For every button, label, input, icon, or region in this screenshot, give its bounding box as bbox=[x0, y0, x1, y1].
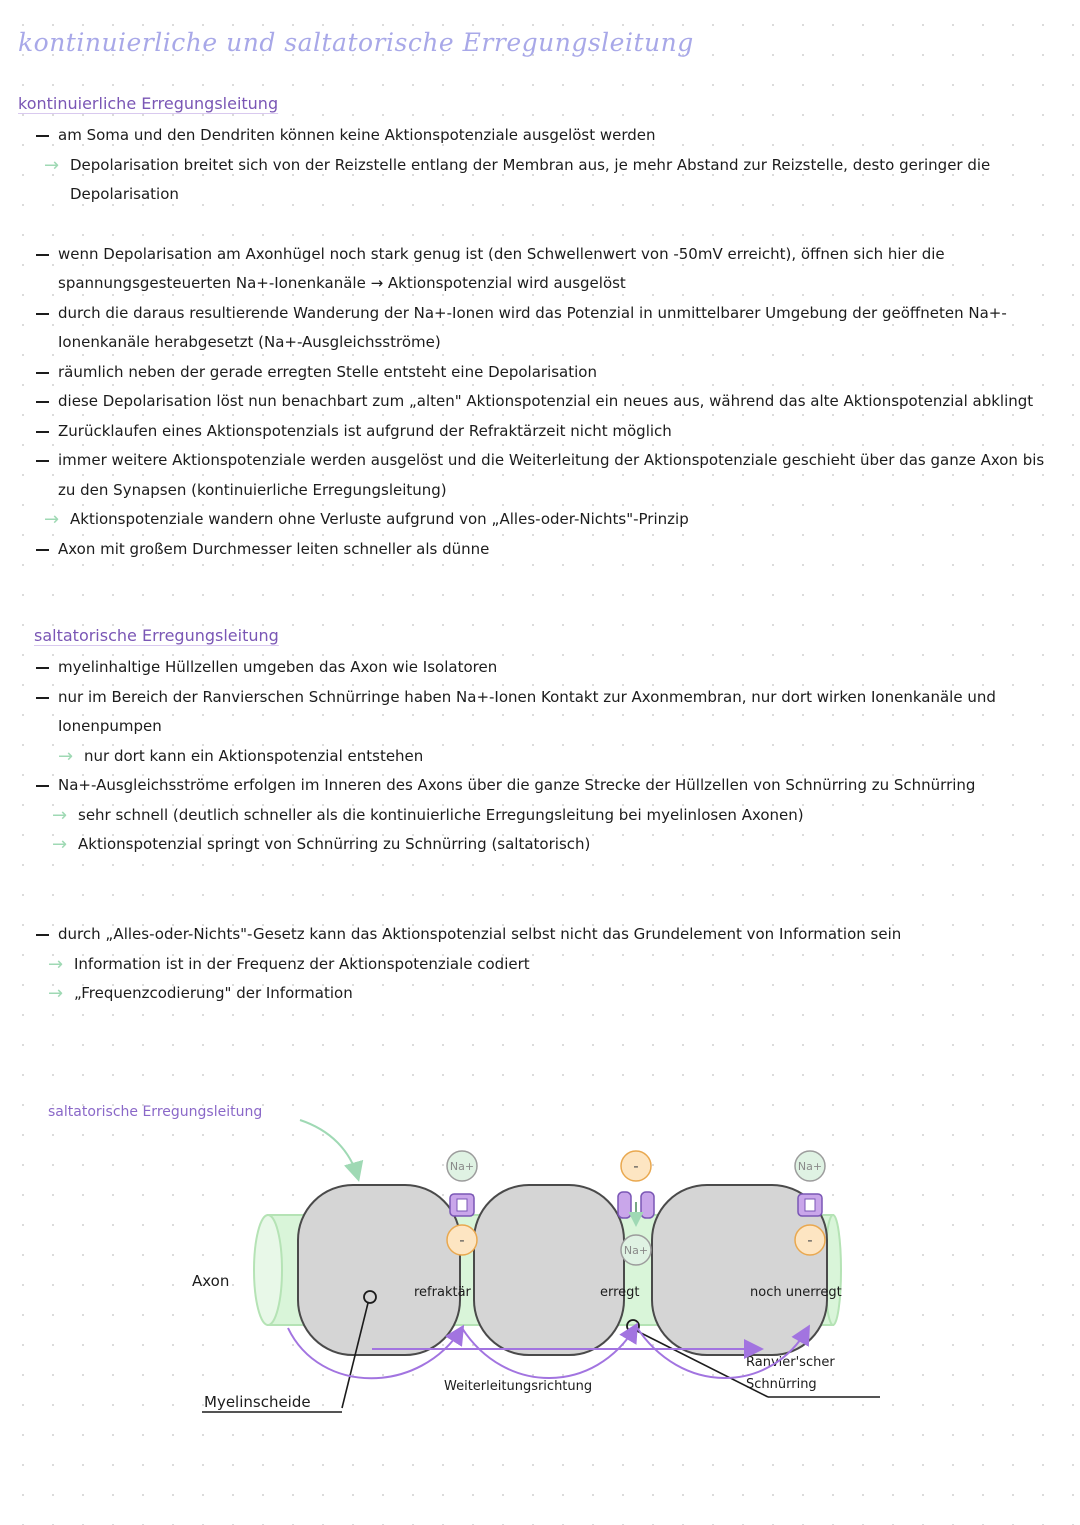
list-item: durch „Alles-oder-Nichts"-Gesetz kann das Aktionspotenzial selbst nicht das Grundelement von Information sein bbox=[36, 920, 1056, 950]
label-axon: Axon bbox=[192, 1272, 230, 1290]
myelin-segment bbox=[474, 1185, 624, 1355]
label-myelinscheide: Myelinscheide bbox=[204, 1393, 311, 1411]
list-item: Axon mit großem Durchmesser leiten schneller als dünne bbox=[36, 535, 1056, 565]
list-information bbox=[36, 920, 1056, 1009]
list-item: Na+-Ausgleichsströme erfolgen im Inneren des Axons über die ganze Strecke der Hüllzellen von Schnürring zu Schnürring bbox=[36, 771, 1056, 801]
na-ion-label: Na+ bbox=[449, 1160, 475, 1173]
channel-gate-icon bbox=[805, 1199, 815, 1211]
list-item: myelinhaltige Hüllzellen umgeben das Axon wie Isolatoren bbox=[36, 653, 1056, 683]
list-item: Zurücklaufen eines Aktionspotenzials ist aufgrund der Refraktärzeit nicht möglich bbox=[36, 417, 1056, 447]
ion-channel-open-left-icon bbox=[618, 1192, 631, 1218]
list-item: → nur dort kann ein Aktionspotenzial entstehen bbox=[50, 742, 1056, 772]
list-item: diese Depolarisation löst nun benachbart zum „alten" Aktionspotenzial ein neues aus, während das alte Aktionspotenzial abklingt bbox=[36, 387, 1056, 417]
list-item: nur im Bereich der Ranvierschen Schnürringe haben Na+-Ionen Kontakt zur Axonmembran, nur dort wirken Ionenkanäle und Ionenpumpen bbox=[36, 683, 1056, 742]
heading-saltatorisch: saltatorische Erregungsleitung bbox=[34, 626, 279, 645]
list-item: wenn Depolarisation am Axonhügel noch stark genug ist (den Schwellenwert von -50mV erreicht), öffnen sich hier die spannungsgesteuerten Na+-Ionenkanäle → Aktionspotenzial wird ausgelöst bbox=[36, 240, 1056, 299]
minus-label: - bbox=[633, 1157, 639, 1175]
page-title: kontinuierliche und saltatorische Erregungsleitung bbox=[18, 28, 694, 57]
label-direction: Weiterleitungsrichtung bbox=[444, 1379, 593, 1394]
list-item: → Aktionspotenzial springt von Schnürring zu Schnürring (saltatorisch) bbox=[44, 830, 1056, 860]
na-ion-label: Na+ bbox=[797, 1160, 823, 1173]
list-item: räumlich neben der gerade erregten Stelle entsteht eine Depolarisation bbox=[36, 358, 1056, 388]
label-erregt: erregt bbox=[600, 1285, 640, 1300]
label-ranvier-1: Ranvier'scher bbox=[746, 1355, 835, 1370]
list-item: → „Frequenzcodierung" der Information bbox=[40, 979, 1056, 1009]
axon-end bbox=[254, 1215, 282, 1325]
myelin-segment bbox=[298, 1185, 460, 1355]
list-kontinuierlich bbox=[36, 121, 1056, 564]
list-item: → Depolarisation breitet sich von der Reizstelle entlang der Membran aus, je mehr Abstand zur Reizstelle, desto geringer die Depolarisation bbox=[36, 151, 1025, 210]
heading-kontinuierlich: kontinuierliche Erregungsleitung bbox=[18, 94, 279, 113]
list-item: immer weitere Aktionspotenziale werden ausgelöst und die Weiterleitung der Aktionspotenziale geschieht über das ganze Axon bis zu den Synapsen (kontinuierliche Erregungsleitung) bbox=[36, 446, 1056, 505]
label-ranvier-2: Schnürring bbox=[746, 1377, 817, 1392]
ion-channel-open-right-icon bbox=[641, 1192, 654, 1218]
list-item: am Soma und den Dendriten können keine Aktionspotenziale ausgelöst werden bbox=[36, 121, 1056, 151]
label-unerregt: noch unerregt bbox=[750, 1285, 842, 1300]
channel-gate-icon bbox=[457, 1199, 467, 1211]
minus-label: - bbox=[459, 1231, 465, 1249]
list-item: durch die daraus resultierende Wanderung der Na+-Ionen wird das Potenzial in unmittelbarer Umgebung der geöffneten Na+-Ionenkanäle herabgesetzt (Na+-Ausgleichsströme) bbox=[36, 299, 1056, 358]
list-saltatorisch bbox=[36, 653, 1056, 860]
title-pointer-arrow bbox=[300, 1120, 358, 1178]
list-item: → sehr schnell (deutlich schneller als die kontinuierliche Erregungsleitung bei myelinlosen Axonen) bbox=[44, 801, 1056, 831]
na-ion-label: Na+ bbox=[623, 1244, 649, 1257]
list-item: → Information ist in der Frequenz der Aktionspotenziale codiert bbox=[40, 950, 1056, 980]
minus-label: - bbox=[807, 1231, 813, 1249]
diagram-title: saltatorische Erregungsleitung bbox=[48, 1104, 263, 1120]
label-refraktaer: refraktär bbox=[414, 1285, 471, 1300]
list-item: → Aktionspotenziale wandern ohne Verluste aufgrund von „Alles-oder-Nichts"-Prinzip bbox=[36, 505, 1056, 535]
saltatory-conduction-diagram bbox=[0, 1090, 1080, 1430]
